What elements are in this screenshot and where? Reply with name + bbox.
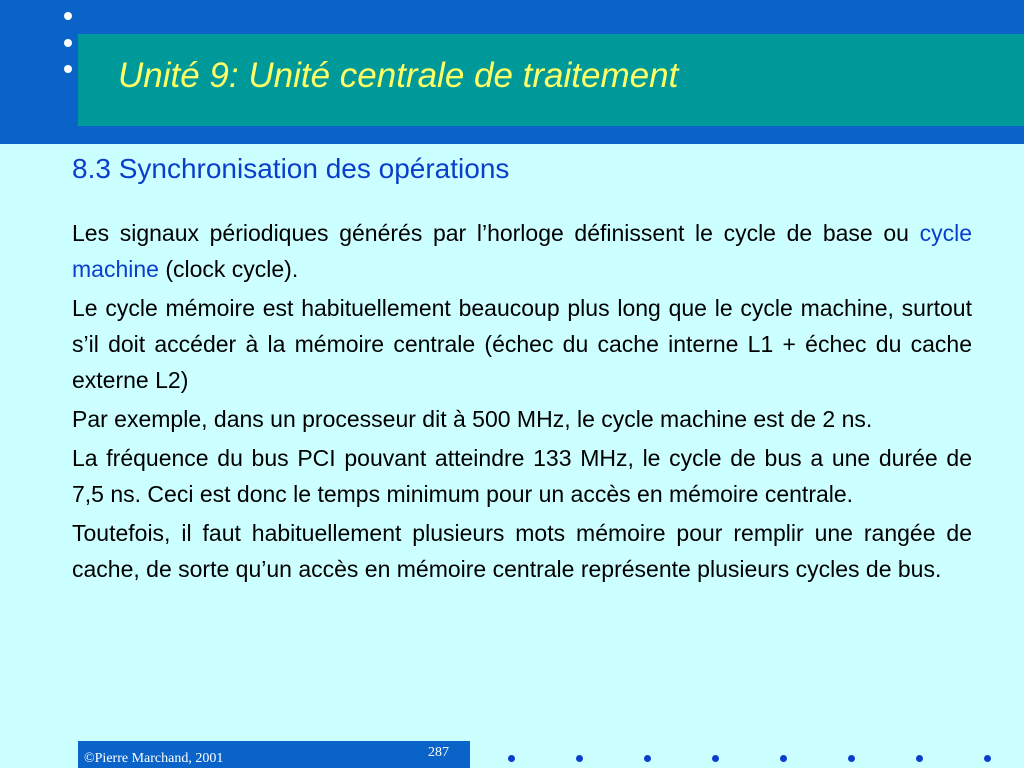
footer-copyright: ©Pierre Marchand, 2001	[84, 751, 224, 766]
decorative-dot	[848, 755, 855, 762]
decorative-dot	[64, 12, 72, 20]
page-number: 287	[428, 745, 449, 760]
decorative-dot	[644, 755, 651, 762]
section-subtitle: 8.3 Synchronisation des opérations	[72, 153, 510, 184]
paragraph: Par exemple, dans un processeur dit à 500 MHz, le cycle machine est de 2 ns.	[72, 406, 873, 432]
paragraph-text: Les signaux périodiques générés par l’horloge définissent le cycle de base ou	[72, 220, 920, 246]
decorative-dot	[576, 755, 583, 762]
slide-body	[72, 215, 972, 590]
decorative-dot	[712, 755, 719, 762]
paragraph-text: (clock cycle).	[158, 256, 299, 282]
paragraph: Toutefois, il faut habituellement plusieurs mots mémoire pour remplir une rangée de cache, de sorte qu’un accès en mémoire centrale représente plusieurs cycles de bus.	[72, 520, 972, 582]
highlighted-term: cycle machine	[72, 220, 972, 282]
decorative-dot	[780, 755, 787, 762]
paragraph	[72, 215, 972, 287]
slide-title: Unité 9: Unité centrale de traitement	[118, 56, 679, 95]
decorative-dot	[916, 755, 923, 762]
paragraph: Le cycle mémoire est habituellement beaucoup plus long que le cycle machine, surtout s’il doit accéder à la mémoire centrale (échec du cache interne L1 + échec du cache externe L2)	[72, 295, 972, 393]
decorative-dot	[64, 65, 72, 73]
decorative-dot	[64, 39, 72, 47]
paragraph: La fréquence du bus PCI pouvant atteindre 133 MHz, le cycle de bus a une durée de 7,5 ns. Ceci est donc le temps minimum pour un accès en mémoire centrale.	[72, 445, 972, 507]
decorative-dot	[984, 755, 991, 762]
decorative-dot	[508, 755, 515, 762]
